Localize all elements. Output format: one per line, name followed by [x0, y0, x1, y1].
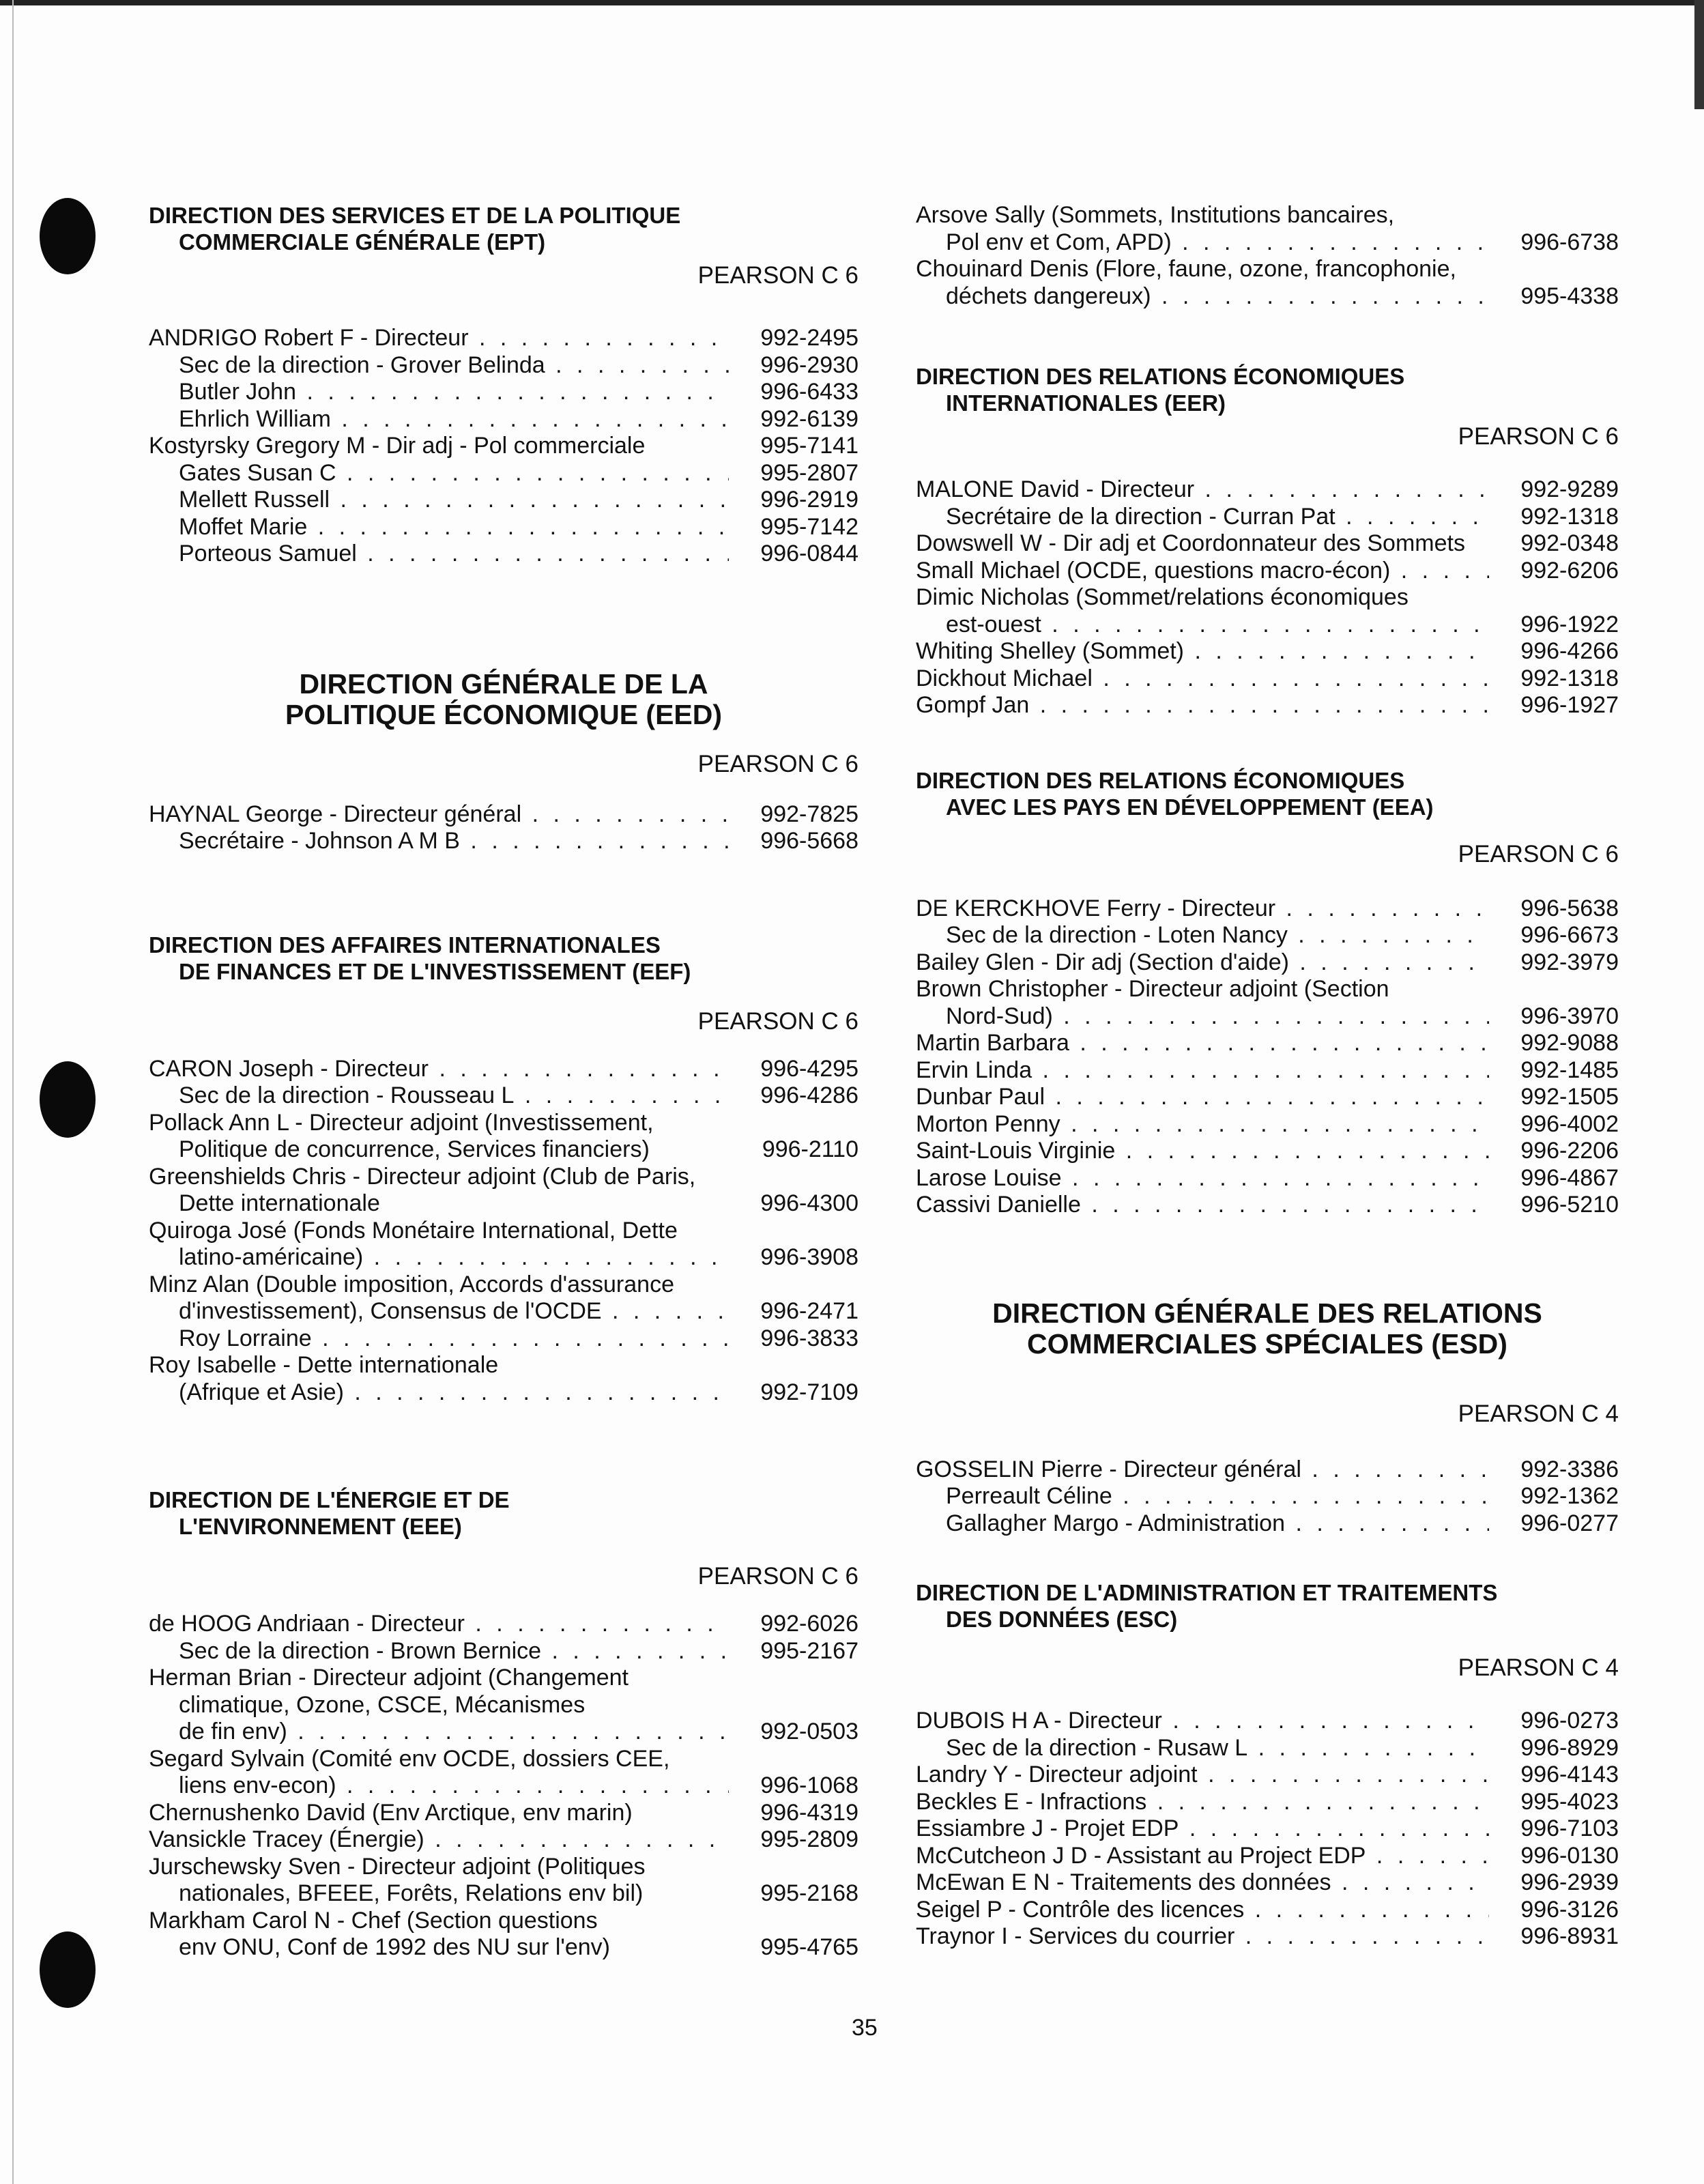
- entry-name: Sec de la direction - Grover Belinda . . .: [149, 352, 729, 379]
- entry: [916, 1165, 1619, 1192]
- entry-phone: 995-4023: [1520, 1788, 1619, 1815]
- entry-phone: 996-5210: [1520, 1192, 1619, 1218]
- entry: [149, 1719, 858, 1746]
- entry-line: Minz Alan (Double imposition, Accords d'assurance: [149, 1271, 674, 1297]
- entry-name: Dunbar Paul . . .: [916, 1084, 1489, 1111]
- entry-name: DUBOIS H A - Directeur . . .: [916, 1708, 1489, 1735]
- entry: [916, 1762, 1619, 1789]
- entry-name: Martin Barbara . . .: [916, 1030, 1489, 1057]
- entry: [149, 1325, 858, 1353]
- entry-name: Morton Penny . . .: [916, 1111, 1489, 1138]
- entry-phone: 996-2939: [1520, 1869, 1619, 1895]
- heading-line-2: L'ENVIRONNEMENT (EEE): [179, 1514, 462, 1539]
- entry-name: Bailey Glen - Dir adj (Section d'aide) . . .: [916, 949, 1489, 977]
- entry-phone: 995-2809: [760, 1826, 858, 1852]
- location: PEARSON C 6: [697, 262, 858, 289]
- entry-name: Perreault Céline . . .: [916, 1483, 1489, 1510]
- entry-name: Politique de concurrence, Services financiers): [179, 1136, 650, 1162]
- entry-phone: 992-2495: [760, 325, 858, 351]
- entry-phone: 992-0348: [1520, 530, 1619, 556]
- entry-phone: 996-0277: [1520, 1510, 1619, 1536]
- entry-phone: 992-9088: [1520, 1030, 1619, 1056]
- entry-phone: 992-3979: [1520, 949, 1619, 975]
- entry-phone: 996-3908: [760, 1244, 858, 1270]
- entry-name: Cassivi Danielle . . .: [916, 1192, 1489, 1219]
- entry-name: Ehrlich William . . .: [149, 406, 729, 433]
- entry-name: d'investissement), Consensus de l'OCDE . . .: [149, 1298, 729, 1325]
- entry: [149, 352, 858, 379]
- heading-line-2: AVEC LES PAYS EN DÉVELOPPEMENT (EEA): [946, 794, 1434, 820]
- entry-name: CARON Joseph - Directeur . . .: [149, 1056, 729, 1083]
- entry-name: Gates Susan C . . .: [149, 460, 729, 487]
- entry-phone: 995-7141: [760, 433, 858, 459]
- location: PEARSON C 4: [1458, 1400, 1619, 1427]
- entry-phone: 996-2919: [760, 487, 858, 513]
- entry-phone: 996-1927: [1520, 692, 1619, 718]
- entry-line: Dimic Nicholas (Sommet/relations économiques: [916, 584, 1409, 610]
- entry-phone: 992-6139: [760, 405, 858, 432]
- entry: [149, 801, 858, 829]
- entry-phone: 996-1068: [760, 1772, 858, 1798]
- entry-line: Greenshields Chris - Directeur adjoint (Club de Paris,: [149, 1163, 696, 1190]
- entry-phone: 996-4143: [1520, 1762, 1619, 1787]
- entry-name: de HOOG Andriaan - Directeur . . .: [149, 1611, 729, 1638]
- right-column: [916, 202, 1619, 1951]
- entry-name: nationales, BFEEE, Forêts, Relations env bil): [179, 1880, 644, 1906]
- entry-name: ANDRIGO Robert F - Directeur . . .: [149, 325, 729, 352]
- location: PEARSON C 6: [1458, 840, 1619, 867]
- entry-list: [916, 895, 1619, 1219]
- scan-right-edge: [1694, 0, 1704, 109]
- entry: [916, 1789, 1619, 1816]
- location: PEARSON C 6: [697, 750, 858, 777]
- entry-line: Jurschewsky Sven - Directeur adjoint (Politiques: [149, 1853, 646, 1880]
- entry-name: Traynor I - Services du courrier . . .: [916, 1923, 1489, 1951]
- entry-name: McCutcheon J D - Assistant au Project EDP . . .: [916, 1843, 1489, 1870]
- entry: [916, 229, 1619, 257]
- entry: [916, 1843, 1619, 1870]
- entry: [916, 1030, 1619, 1057]
- entry: [916, 638, 1619, 665]
- location: PEARSON C 6: [697, 1563, 858, 1590]
- entry-list: [916, 1708, 1619, 1951]
- entry-phone: 996-1922: [1520, 611, 1619, 637]
- entry: [916, 1923, 1619, 1951]
- entry-line: Roy Isabelle - Dette internationale: [149, 1352, 499, 1378]
- entry: [916, 922, 1619, 949]
- entry-phone: 992-3386: [1520, 1456, 1619, 1482]
- entry-phone: 996-2930: [760, 351, 858, 378]
- entry-name: Essiambre J - Projet EDP . . .: [916, 1815, 1489, 1843]
- entry: [149, 406, 858, 433]
- heading-line-1: DIRECTION GÉNÉRALE DE LA: [299, 667, 708, 700]
- entry-phone: 995-4338: [1520, 283, 1619, 309]
- entry: [149, 1772, 858, 1800]
- entry: [149, 514, 858, 541]
- entry: [916, 1708, 1619, 1735]
- entry-name: Sec de la direction - Brown Bernice . . .: [149, 1638, 729, 1665]
- left-column: [149, 202, 858, 1962]
- entry-name: Sec de la direction - Loten Nancy . . .: [916, 922, 1489, 949]
- entry-phone: 996-2110: [762, 1136, 858, 1162]
- scan-top-edge: [0, 0, 1704, 5]
- entry-phone: 992-6026: [760, 1611, 858, 1637]
- page-number: 35: [852, 2015, 878, 2041]
- section-heading: [149, 669, 858, 730]
- entry-phone: 996-4867: [1520, 1164, 1619, 1191]
- entry-name: DE KERCKHOVE Ferry - Directeur . . .: [916, 895, 1489, 923]
- heading-line-2: COMMERCIALES SPÉCIALES (ESD): [1027, 1327, 1507, 1360]
- entry-name: Gompf Jan . . .: [916, 692, 1489, 719]
- entry: [916, 1735, 1619, 1762]
- entry-phone: 996-4300: [760, 1190, 858, 1216]
- entry-phone: 996-4295: [760, 1055, 858, 1082]
- entry-phone: 996-6433: [760, 379, 858, 405]
- entry-phone: 992-1505: [1520, 1084, 1619, 1110]
- entry-phone: 996-4286: [760, 1082, 858, 1108]
- entry-phone: 992-6206: [1520, 557, 1619, 584]
- entry: [916, 1869, 1619, 1897]
- entry-list: [916, 1456, 1619, 1538]
- section-heading: [149, 932, 858, 985]
- location: PEARSON C 4: [1458, 1654, 1619, 1681]
- heading-line-1: DIRECTION GÉNÉRALE DES RELATIONS: [992, 1297, 1542, 1329]
- entry: [916, 1138, 1619, 1165]
- entry-name: Seigel P - Contrôle des licences . . .: [916, 1897, 1489, 1924]
- entry-name: liens env-econ) . . .: [149, 1772, 729, 1800]
- entry-name: HAYNAL George - Directeur général . . .: [149, 801, 729, 829]
- entry: [916, 283, 1619, 311]
- entry-name: McEwan E N - Traitements des données . . .: [916, 1869, 1489, 1897]
- entry-name: Butler John . . .: [149, 379, 729, 406]
- entry: [149, 1611, 858, 1638]
- entry: [916, 558, 1619, 585]
- entry-phone: 996-3970: [1520, 1003, 1619, 1029]
- entry-name: Nord-Sud) . . .: [916, 1003, 1489, 1031]
- entry: [916, 1111, 1619, 1138]
- entry-phone: 992-1318: [1520, 503, 1619, 530]
- heading-line-2: COMMERCIALE GÉNÉRALE (EPT): [179, 229, 546, 255]
- entry: [916, 665, 1619, 693]
- section-esd: [916, 1298, 1619, 1538]
- entry-name: Sec de la direction - Rousseau L . . .: [149, 1082, 729, 1110]
- section-heading: [916, 1298, 1619, 1360]
- heading-line-2: DE FINANCES ET DE L'INVESTISSEMENT (EEF): [179, 958, 691, 984]
- entry-name: de fin env) . . .: [149, 1719, 729, 1746]
- entry-phone: 996-8929: [1520, 1734, 1619, 1761]
- entry: [149, 1800, 858, 1827]
- entry-list: [149, 1056, 858, 1407]
- entry: [916, 692, 1619, 719]
- entry-line: Herman Brian - Directeur adjoint (Changement: [149, 1665, 629, 1691]
- entry-name: (Afrique et Asie) . . .: [149, 1379, 729, 1407]
- entry: [149, 1298, 858, 1325]
- entry-name: Dowswell W - Dir adj et Coordonnateur des Sommets: [916, 530, 1465, 556]
- scan-left-edge: [12, 0, 14, 2184]
- entry: [149, 1826, 858, 1854]
- entry-name: Moffet Marie . . .: [149, 514, 729, 541]
- entry: [149, 1880, 858, 1908]
- entry-phone: 996-3126: [1520, 1896, 1619, 1923]
- entry: [149, 1244, 858, 1271]
- entry-name: Dette internationale: [179, 1190, 380, 1216]
- heading-line-1: DIRECTION DES RELATIONS ÉCONOMIQUES: [916, 364, 1405, 389]
- entry: [149, 1190, 858, 1218]
- entry: [916, 476, 1619, 504]
- entry-name: Mellett Russell . . .: [149, 487, 729, 514]
- section-heading: [916, 767, 1619, 820]
- entry: [149, 325, 858, 352]
- heading-line-1: DIRECTION DES AFFAIRES INTERNATIONALES: [149, 932, 661, 958]
- section-heading: [149, 1486, 858, 1540]
- entry-name: GOSSELIN Pierre - Directeur général . . .: [916, 1456, 1489, 1484]
- entry-line: Segard Sylvain (Comité env OCDE, dossiers CEE,: [149, 1745, 670, 1772]
- entry: [916, 1456, 1619, 1484]
- heading-line-1: DIRECTION DES SERVICES ET DE LA POLITIQUE: [149, 203, 681, 228]
- entry-name: Secrétaire de la direction - Curran Pat . . .: [916, 504, 1489, 531]
- entry-phone: 996-8931: [1520, 1923, 1619, 1949]
- entry-name: Sec de la direction - Rusaw L . . .: [916, 1735, 1489, 1762]
- entry-line: Chouinard Denis (Flore, faune, ozone, francophonie,: [916, 256, 1456, 282]
- entry: [149, 1638, 858, 1665]
- heading-line-2: DES DONNÉES (ESC): [946, 1607, 1178, 1632]
- location: PEARSON C 6: [1458, 423, 1619, 450]
- entry-phone: 996-4002: [1520, 1110, 1619, 1137]
- section-eer: [916, 363, 1619, 719]
- entry-line: Quiroga José (Fonds Monétaire International, Dette: [149, 1217, 678, 1244]
- entry-phone: 992-1485: [1520, 1057, 1619, 1083]
- entry-phone: 992-1318: [1520, 665, 1619, 691]
- heading-line-2: POLITIQUE ÉCONOMIQUE (EED): [285, 698, 723, 730]
- entry-phone: 992-7109: [760, 1379, 858, 1405]
- entry-name: Roy Lorraine . . .: [149, 1325, 729, 1353]
- entry-name: est-ouest . . .: [916, 612, 1489, 639]
- punch-hole: [40, 198, 96, 274]
- entry: [916, 895, 1619, 923]
- entry: [149, 1379, 858, 1407]
- entry-name: Secrétaire - Johnson A M B . . .: [149, 828, 729, 855]
- entry-name: Ervin Linda . . .: [916, 1057, 1489, 1084]
- section-eea: [916, 767, 1619, 1219]
- entry-name: déchets dangereux) . . .: [916, 283, 1489, 311]
- entry-line: Markham Carol N - Chef (Section questions: [149, 1907, 598, 1934]
- section-eee: [149, 1486, 858, 1962]
- entry-name: Porteous Samuel . . .: [149, 541, 729, 568]
- location: PEARSON C 6: [697, 1007, 858, 1035]
- entry-phone: 992-7825: [760, 801, 858, 827]
- entry-name: Larose Louise . . .: [916, 1165, 1489, 1192]
- entry: [149, 379, 858, 406]
- entry-name: Small Michael (OCDE, questions macro-écon) . . .: [916, 558, 1489, 585]
- entry-phone: 995-4765: [760, 1934, 858, 1960]
- entry-line: Arsove Sally (Sommets, Institutions bancaires,: [916, 202, 1395, 228]
- section-eef: [149, 932, 858, 1407]
- entry-list: [916, 476, 1619, 719]
- entry: [916, 530, 1619, 558]
- entry-phone: 996-5668: [760, 828, 858, 854]
- entry: [916, 1084, 1619, 1111]
- entry-phone: 992-0503: [760, 1719, 858, 1744]
- entry: [149, 541, 858, 568]
- entry: [916, 1510, 1619, 1538]
- entry: [916, 1003, 1619, 1031]
- entry-phone: 992-1362: [1520, 1483, 1619, 1509]
- entry-list: [149, 1611, 858, 1962]
- entry-phone: 996-6673: [1520, 922, 1619, 948]
- entry-phone: 996-2471: [760, 1298, 858, 1324]
- section-esc: [916, 1579, 1619, 1951]
- entry: [916, 504, 1619, 531]
- entry-phone: 996-2206: [1520, 1138, 1619, 1164]
- entry-name: Landry Y - Directeur adjoint . . .: [916, 1762, 1489, 1789]
- punch-hole: [40, 1931, 96, 2008]
- entry-name: Dickhout Michael . . .: [916, 665, 1489, 693]
- entry: [149, 828, 858, 855]
- entry: [916, 949, 1619, 977]
- entry: [916, 1057, 1619, 1084]
- entry-phone: 995-7142: [760, 513, 858, 540]
- entry-name: Whiting Shelley (Sommet) . . .: [916, 638, 1489, 665]
- entry-phone: 995-2167: [760, 1637, 858, 1664]
- entry-name: Kostyrsky Gregory M - Dir adj - Pol commerciale: [149, 433, 646, 459]
- entry: [916, 1815, 1619, 1843]
- entry-phone: 996-6738: [1520, 229, 1619, 255]
- entry-name: env ONU, Conf de 1992 des NU sur l'env): [179, 1934, 611, 1960]
- punch-hole: [40, 1061, 96, 1138]
- heading-line-2: INTERNATIONALES (EER): [946, 390, 1226, 416]
- entry-list: [149, 801, 858, 855]
- entry: [149, 1934, 858, 1962]
- entry-list: [149, 325, 858, 568]
- entry-phone: 992-9289: [1520, 476, 1619, 502]
- entry: [916, 1483, 1619, 1510]
- entry: [149, 1082, 858, 1110]
- section-heading: [149, 202, 858, 255]
- entry-name: Chernushenko David (Env Arctique, env marin): [149, 1799, 633, 1826]
- entry-phone: 996-0844: [760, 541, 858, 566]
- entry-name: Vansickle Tracey (Énergie) . . .: [149, 1826, 729, 1854]
- entry-phone: 995-2807: [760, 459, 858, 486]
- entry-phone: 995-2168: [760, 1880, 858, 1906]
- entry: [916, 1192, 1619, 1219]
- entry-name: Saint-Louis Virginie . . .: [916, 1138, 1489, 1165]
- entry: [149, 433, 858, 460]
- entry-phone: 996-3833: [760, 1325, 858, 1351]
- entry: [916, 1897, 1619, 1924]
- heading-line-1: DIRECTION DE L'ADMINISTRATION ET TRAITEMENTS: [916, 1580, 1498, 1605]
- entry-line: climatique, Ozone, CSCE, Mécanismes: [179, 1691, 586, 1718]
- entry-name: latino-américaine) . . .: [149, 1244, 729, 1271]
- entry-phone: 996-5638: [1520, 895, 1619, 921]
- heading-line-1: DIRECTION DE L'ÉNERGIE ET DE: [149, 1487, 510, 1512]
- entry-phone: 996-7103: [1520, 1815, 1619, 1841]
- entry: [149, 1056, 858, 1083]
- entry-name: Beckles E - Infractions . . .: [916, 1789, 1489, 1816]
- entry-phone: 996-0273: [1520, 1708, 1619, 1734]
- heading-line-1: DIRECTION DES RELATIONS ÉCONOMIQUES: [916, 767, 1405, 793]
- section-heading: [916, 363, 1619, 416]
- entry-phone: 996-4266: [1520, 638, 1619, 664]
- entry: [149, 460, 858, 487]
- entry-phone: 996-4319: [760, 1799, 858, 1826]
- entry-phone: 996-0130: [1520, 1842, 1619, 1869]
- entry-name: Pol env et Com, APD) . . .: [916, 229, 1489, 257]
- section-eed: [149, 669, 858, 855]
- section-heading: [916, 1579, 1619, 1633]
- entry-line: Pollack Ann L - Directeur adjoint (Investissement,: [149, 1109, 654, 1136]
- entry-name: Gallagher Margo - Administration . . .: [916, 1510, 1489, 1538]
- entry: [916, 612, 1619, 639]
- entry: [149, 1136, 858, 1164]
- entry-line: Brown Christopher - Directeur adjoint (Section: [916, 976, 1389, 1002]
- section-ept: [149, 202, 858, 568]
- entry-name: MALONE David - Directeur . . .: [916, 476, 1489, 504]
- entry-list: [916, 202, 1619, 310]
- entry: [149, 487, 858, 514]
